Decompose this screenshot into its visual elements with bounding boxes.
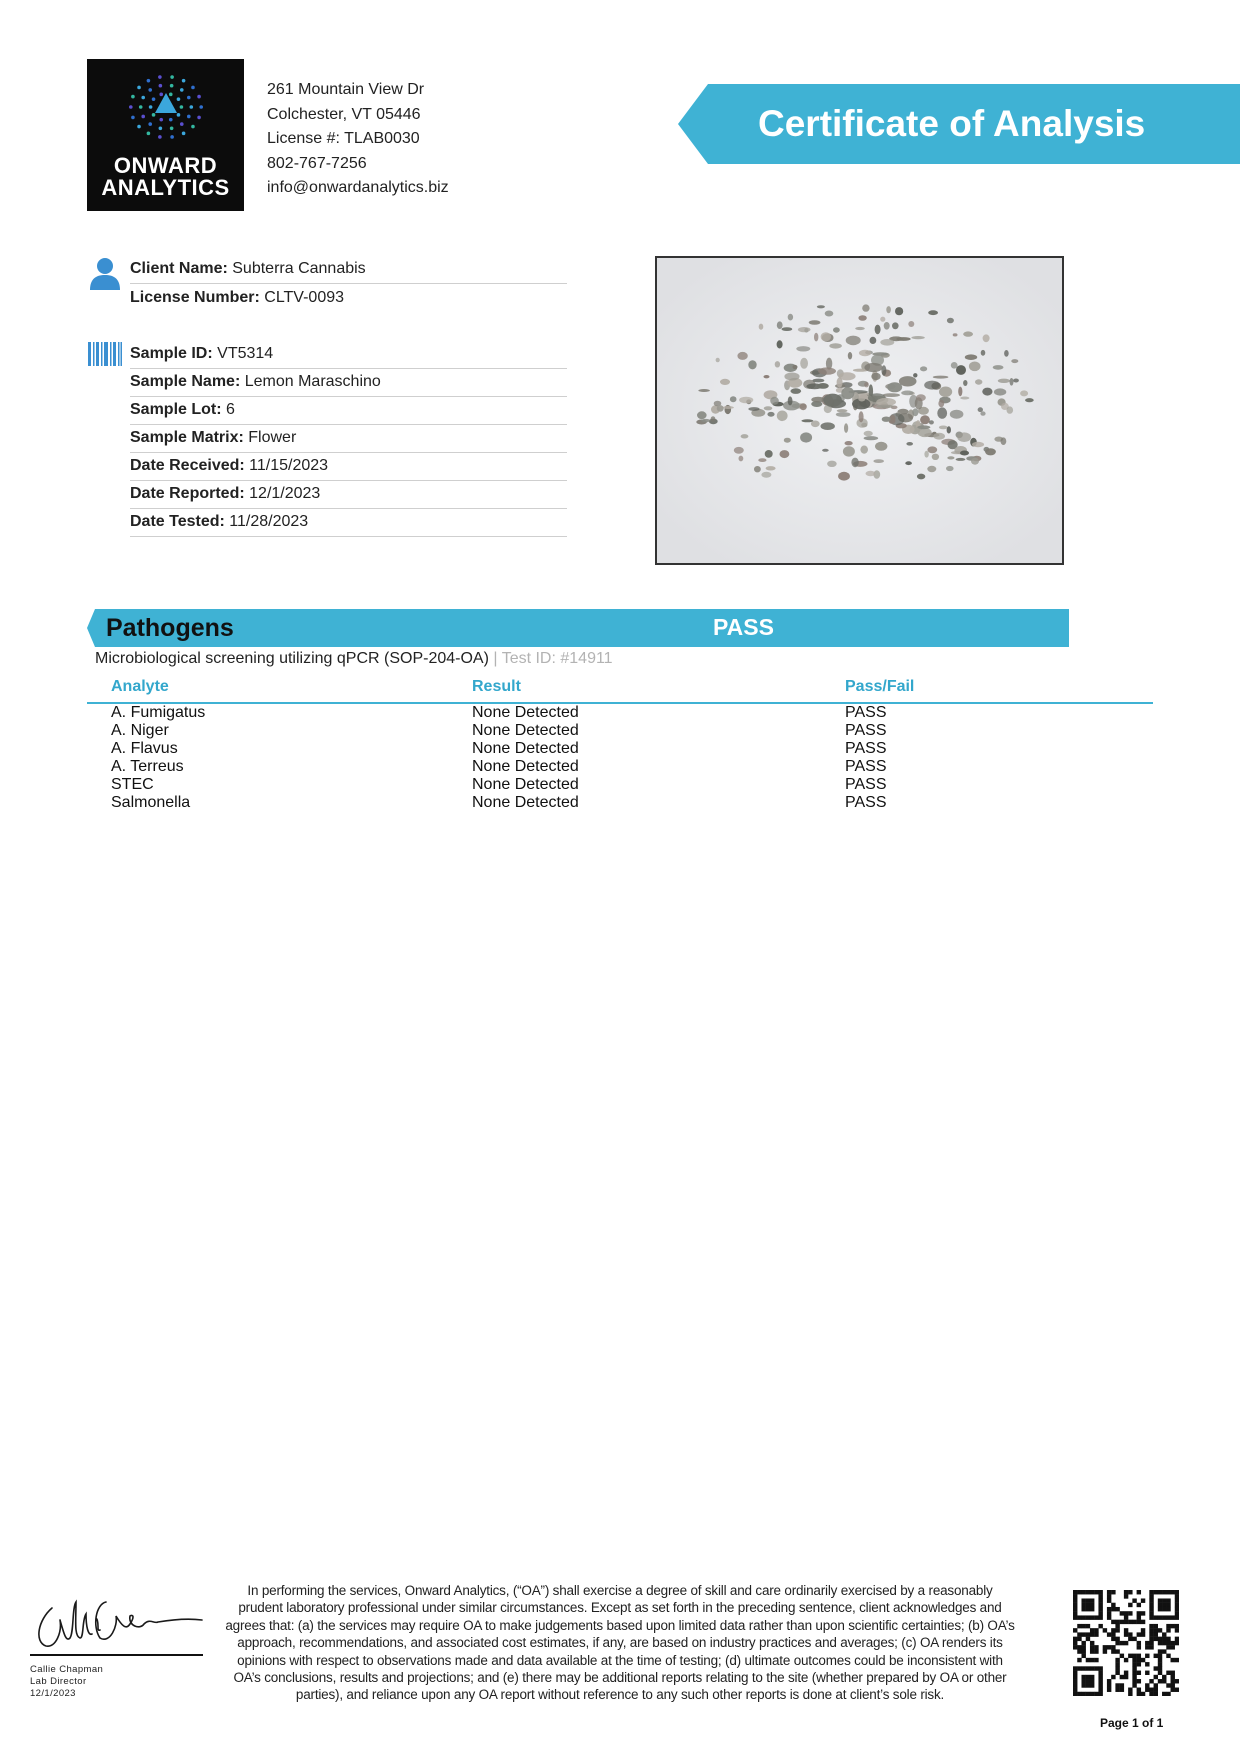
sample-photo	[655, 256, 1064, 565]
address-line: Colchester, VT 05446	[267, 105, 421, 123]
sample-lot-value: 6	[226, 401, 235, 418]
result-cell: None Detected	[472, 740, 579, 757]
address-line: License #: TLAB0030	[267, 130, 420, 147]
pass-fail-cell: PASS	[845, 794, 887, 811]
sample-matrix-value: Flower	[248, 429, 297, 446]
page-title: Certificate of Analysis	[758, 103, 1146, 144]
client-name-label: Client Name:	[130, 260, 228, 277]
legal-disclaimer: In performing the services, Onward Analytics, (“OA”) shall exercise a degree of skill and care ordinarily exercised by a reasonably prudent laboratory professional under similar circumstances. Except as set forth in the preceding sentence, client acknowledges and agrees that: (a) the services may require OA to make judgements based upon limited data rather than upon scientific certainties; (b) OA’s approach, recommendations, and associated cost estimates, if any, are based on industry practices and averages; (c) OA renders its opinions with respect to observations made and data available at the time of testing; (d) ultimate outcomes could be inconsistent with OA’s conclusions, results and projections; and (e) there may be additional reports relating to the site (whether prepared by OA or other parties), and reliance upon any OA report without reference to any such other reports is done at client’s sole risk.	[225, 1583, 1015, 1703]
pathogens-status-badge: PASS	[713, 614, 774, 640]
sample-lot-row	[130, 397, 567, 425]
signatory-name: Callie Chapman	[30, 1664, 104, 1675]
result-cell: None Detected	[472, 704, 579, 721]
table-row	[0, 758, 1240, 776]
date-reported-label: Date Reported:	[130, 485, 245, 502]
sample-lot-label: Sample Lot:	[130, 401, 222, 418]
qr-code-icon[interactable]	[1073, 1590, 1179, 1696]
analyte-cell: Salmonella	[111, 794, 191, 811]
company-address	[267, 78, 449, 201]
date-tested-row	[130, 509, 567, 537]
person-icon	[89, 256, 121, 297]
pathogens-title: Pathogens	[106, 614, 234, 642]
table-row	[0, 704, 1240, 722]
date-received-row	[130, 453, 567, 481]
page-number: Page 1 of 1	[1100, 1716, 1164, 1730]
analyte-cell: A. Flavus	[111, 740, 178, 757]
client-name-row	[130, 256, 567, 284]
pass-fail-cell: PASS	[845, 758, 887, 775]
sample-name-value: Lemon Maraschino	[244, 373, 381, 390]
sample-id-label: Sample ID:	[130, 345, 213, 362]
column-header-pass-fail: Pass/Fail	[845, 678, 915, 695]
pass-fail-cell: PASS	[845, 704, 887, 721]
date-tested-label: Date Tested:	[130, 513, 225, 530]
analyte-cell: A. Niger	[111, 722, 169, 739]
signature	[30, 1580, 205, 1660]
client-name-value: Subterra Cannabis	[232, 260, 366, 277]
table-row	[0, 776, 1240, 794]
pass-fail-cell: PASS	[845, 776, 887, 793]
result-cell: None Detected	[472, 794, 579, 811]
logo-text-line2: ANALYTICS	[101, 175, 230, 200]
method-description	[95, 648, 613, 670]
certificate-banner	[678, 84, 1240, 164]
logo-mark	[121, 71, 211, 149]
sample-matrix-row	[130, 425, 567, 453]
client-license-row	[130, 285, 567, 312]
date-tested-value: 11/28/2023	[229, 513, 309, 530]
pass-fail-cell: PASS	[845, 722, 887, 739]
column-header-analyte: Analyte	[111, 678, 169, 695]
date-received-value: 11/15/2023	[249, 457, 329, 474]
company-logo	[87, 59, 244, 211]
address-line: 802-767-7256	[267, 154, 367, 172]
barcode-icon	[88, 342, 122, 371]
logo-text-line1: ONWARD	[113, 153, 218, 178]
table-row	[0, 794, 1240, 812]
analyte-cell: A. Terreus	[111, 758, 184, 775]
sample-name-label: Sample Name:	[130, 373, 241, 390]
signature-line	[30, 1654, 203, 1656]
sample-id-value: VT5314	[217, 345, 274, 362]
pathogens-header-bar	[87, 609, 1069, 647]
result-cell: None Detected	[472, 776, 579, 793]
signatory-title: Lab Director	[30, 1676, 87, 1687]
signatory-date: 12/1/2023	[30, 1688, 76, 1699]
signatory-info	[30, 1664, 103, 1700]
method-text: Microbiological screening utilizing qPCR (SOP-204-OA)	[95, 650, 489, 667]
sample-matrix-label: Sample Matrix:	[130, 429, 244, 446]
pass-fail-cell: PASS	[845, 740, 887, 757]
result-cell: None Detected	[472, 758, 579, 775]
table-row	[0, 722, 1240, 740]
address-line: 261 Mountain View Dr	[267, 81, 425, 98]
sample-name-row	[130, 369, 567, 397]
address-line: info@onwardanalytics.biz	[267, 179, 449, 196]
column-header-result: Result	[472, 678, 521, 695]
test-id: | Test ID: #14911	[488, 650, 613, 667]
sample-id-row	[130, 341, 567, 369]
client-license-label: License Number:	[130, 289, 260, 306]
date-reported-row	[130, 481, 567, 509]
date-reported-value: 12/1/2023	[249, 485, 321, 502]
analyte-cell: A. Fumigatus	[111, 704, 206, 721]
analyte-cell: STEC	[111, 776, 154, 793]
table-row	[0, 740, 1240, 758]
client-license-value: CLTV-0093	[264, 289, 345, 306]
date-received-label: Date Received:	[130, 457, 245, 474]
result-cell: None Detected	[472, 722, 579, 739]
